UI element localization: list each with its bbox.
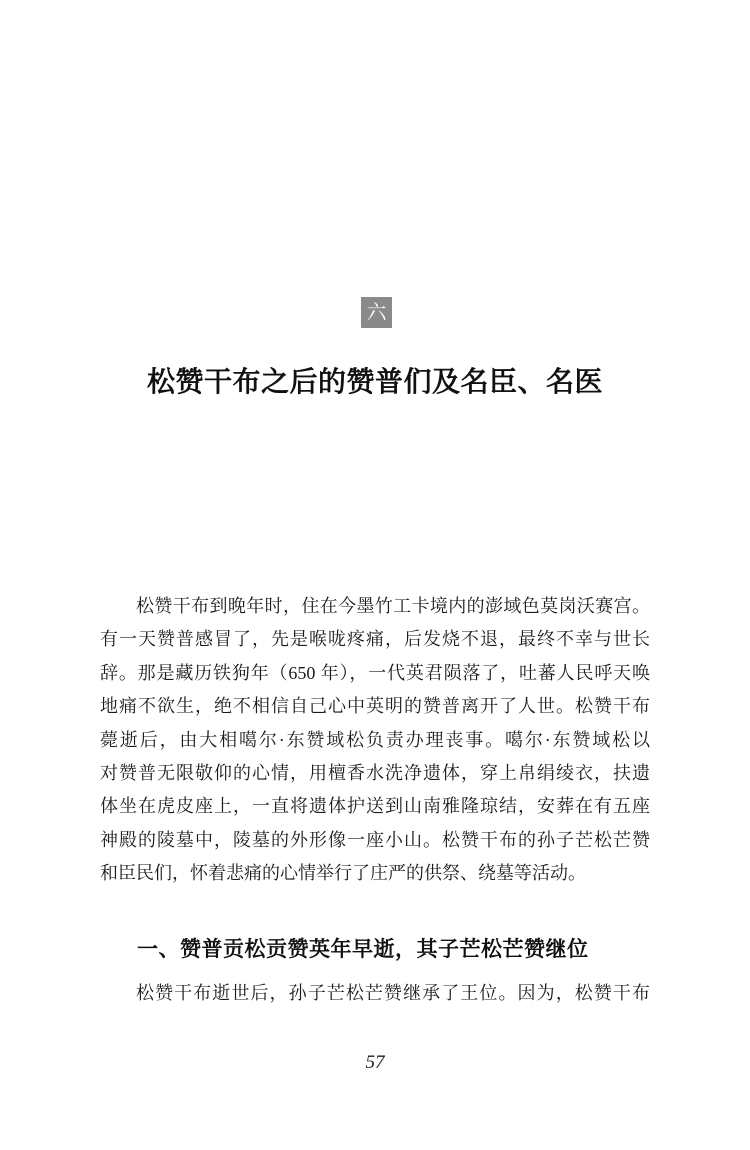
body-paragraph-2 xyxy=(100,977,650,1010)
text-line: 松赞干布逝世后，孙子芒松芒赞继承了王位。因为，松赞干布 xyxy=(136,983,650,1003)
text-line: 薨逝后，由大相噶尔·东赞域松负责办理丧事。噶尔·东赞域松以 xyxy=(100,729,650,750)
text-line: 地痛不欲生，绝不相信自己心中英明的赞普离开了人世。松赞干布 xyxy=(100,696,650,717)
text-line: 体坐在虎皮座上，一直将遗体护送到山南雅隆琼结，安葬在有五座 xyxy=(100,796,650,817)
body-paragraph-1 xyxy=(100,590,650,891)
chapter-number: 六 xyxy=(366,301,387,324)
chapter-number-box xyxy=(361,297,392,328)
chapter-title: 松赞干布之后的赞普们及名臣、名医 xyxy=(146,366,603,398)
text-line: 神殿的陵墓中，陵墓的外形像一座小山。松赞干布的孙子芒松芒赞 xyxy=(100,829,650,850)
text-line: 松赞干布到晚年时，住在今墨竹工卡境内的澎域色莫岗沃赛宫。 xyxy=(136,596,650,616)
text-line: 对赞普无限敬仰的心情，用檀香水洗净遗体，穿上帛绢绫衣，扶遗 xyxy=(100,763,650,784)
page-number: 57 xyxy=(365,1052,385,1073)
text-line: 有一天赞普感冒了，先是喉咙疼痛，后发烧不退，最终不幸与世长 xyxy=(100,629,650,650)
text-line: 辞。那是藏历铁狗年（650 年），一代英君陨落了，吐蕃人民呼天唤 xyxy=(100,662,650,683)
text-line: 和臣民们，怀着悲痛的心情举行了庄严的供祭、绕墓等活动。 xyxy=(100,863,586,884)
section-heading: 一、赞普贡松贡赞英年早逝，其子芒松芒赞继位 xyxy=(137,938,589,962)
